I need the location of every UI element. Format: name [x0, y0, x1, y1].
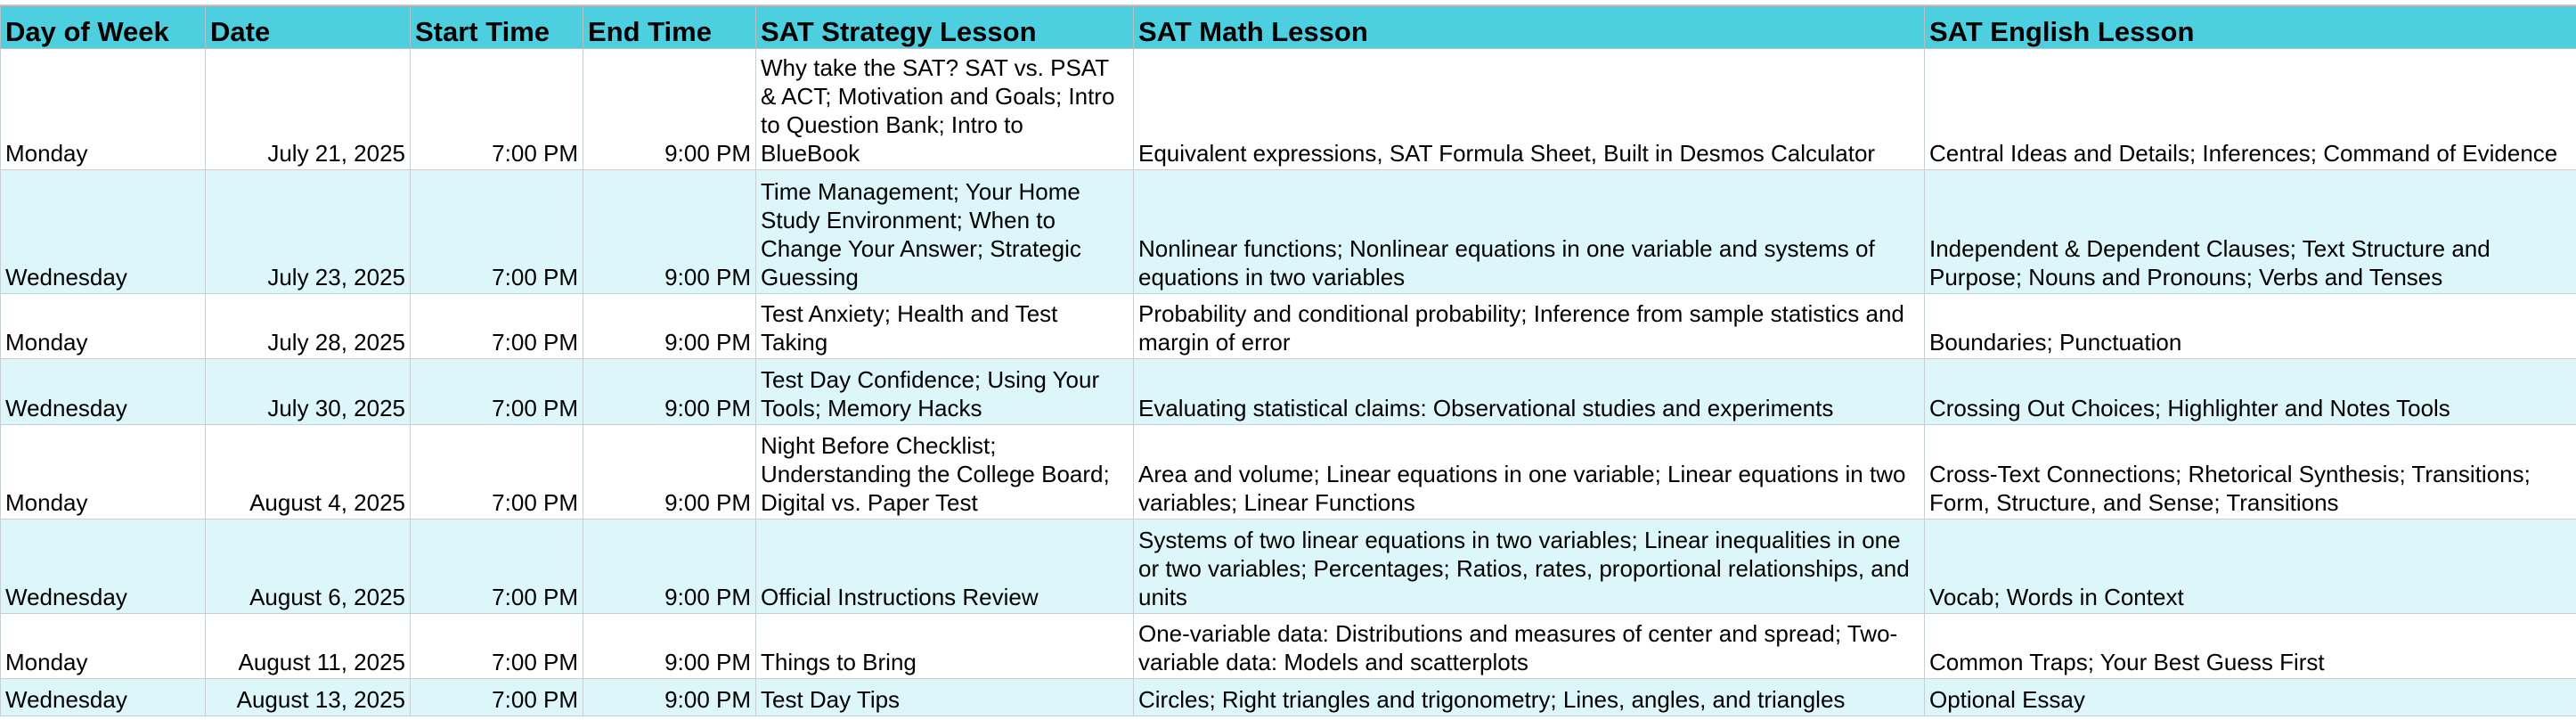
cell-date[interactable]: July 28, 2025	[206, 294, 411, 359]
table-row	[1, 520, 2576, 614]
header-row	[1, 6, 2576, 49]
cell-english[interactable]: Optional Essay	[1925, 679, 2576, 716]
cell-english[interactable]: Common Traps; Your Best Guess First	[1925, 614, 2576, 679]
cell-date[interactable]: August 13, 2025	[206, 679, 411, 716]
header-cell-end-time[interactable]: End Time	[583, 6, 756, 49]
cell-end-time[interactable]: 9:00 PM	[583, 359, 756, 425]
cell-strategy[interactable]: Official Instructions Review	[756, 520, 1134, 614]
cell-end-time[interactable]: 9:00 PM	[583, 294, 756, 359]
cell-day[interactable]: Wednesday	[1, 170, 206, 294]
cell-date[interactable]: July 21, 2025	[206, 49, 411, 170]
schedule-table	[0, 5, 2576, 716]
header-cell-math[interactable]: SAT Math Lesson	[1134, 6, 1925, 49]
cell-math[interactable]: Area and volume; Linear equations in one variable; Linear equations in two variables; Linear Functions	[1134, 425, 1925, 520]
cell-end-time[interactable]: 9:00 PM	[583, 520, 756, 614]
cell-start-time[interactable]: 7:00 PM	[411, 520, 583, 614]
header-cell-date[interactable]: Date	[206, 6, 411, 49]
cell-english[interactable]: Independent & Dependent Clauses; Text Structure and Purpose; Nouns and Pronouns; Verbs and Tenses	[1925, 170, 2576, 294]
cell-english[interactable]: Central Ideas and Details; Inferences; Command of Evidence	[1925, 49, 2576, 170]
cell-start-time[interactable]: 7:00 PM	[411, 359, 583, 425]
cell-strategy[interactable]: Night Before Checklist; Understanding the College Board; Digital vs. Paper Test	[756, 425, 1134, 520]
header-cell-english[interactable]: SAT English Lesson	[1925, 6, 2576, 49]
table-row	[1, 294, 2576, 359]
cell-math[interactable]: Evaluating statistical claims: Observational studies and experiments	[1134, 359, 1925, 425]
cell-end-time[interactable]: 9:00 PM	[583, 425, 756, 520]
cell-start-time[interactable]: 7:00 PM	[411, 679, 583, 716]
cell-strategy[interactable]: Test Anxiety; Health and Test Taking	[756, 294, 1134, 359]
cell-strategy[interactable]: Why take the SAT? SAT vs. PSAT & ACT; Motivation and Goals; Intro to Question Bank; Intro to BlueBook	[756, 49, 1134, 170]
cell-english[interactable]: Cross-Text Connections; Rhetorical Synthesis; Transitions; Form, Structure, and Sense; Transitions	[1925, 425, 2576, 520]
cell-day[interactable]: Monday	[1, 614, 206, 679]
cell-end-time[interactable]: 9:00 PM	[583, 614, 756, 679]
cell-day[interactable]: Wednesday	[1, 520, 206, 614]
cell-date[interactable]: August 11, 2025	[206, 614, 411, 679]
cell-day[interactable]: Monday	[1, 425, 206, 520]
cell-date[interactable]: August 4, 2025	[206, 425, 411, 520]
cell-math[interactable]: Equivalent expressions, SAT Formula Sheet, Built in Desmos Calculator	[1134, 49, 1925, 170]
cell-day[interactable]: Monday	[1, 49, 206, 170]
cell-end-time[interactable]: 9:00 PM	[583, 170, 756, 294]
cell-english[interactable]: Vocab; Words in Context	[1925, 520, 2576, 614]
cell-math[interactable]: Probability and conditional probability; Inference from sample statistics and margin of error	[1134, 294, 1925, 359]
cell-strategy[interactable]: Test Day Confidence; Using Your Tools; Memory Hacks	[756, 359, 1134, 425]
cell-day[interactable]: Wednesday	[1, 359, 206, 425]
cell-start-time[interactable]: 7:00 PM	[411, 614, 583, 679]
cell-end-time[interactable]: 9:00 PM	[583, 49, 756, 170]
cell-day[interactable]: Monday	[1, 294, 206, 359]
header-cell-day[interactable]: Day of Week	[1, 6, 206, 49]
cell-math[interactable]: Nonlinear functions; Nonlinear equations in one variable and systems of equations in two variables	[1134, 170, 1925, 294]
cell-date[interactable]: August 6, 2025	[206, 520, 411, 614]
header-cell-strategy[interactable]: SAT Strategy Lesson	[756, 6, 1134, 49]
cell-strategy[interactable]: Test Day Tips	[756, 679, 1134, 716]
table-row	[1, 679, 2576, 716]
table-row	[1, 170, 2576, 294]
table-row	[1, 359, 2576, 425]
table-row	[1, 614, 2576, 679]
header-cell-start-time[interactable]: Start Time	[411, 6, 583, 49]
cell-end-time[interactable]: 9:00 PM	[583, 679, 756, 716]
cell-day[interactable]: Wednesday	[1, 679, 206, 716]
cell-strategy[interactable]: Time Management; Your Home Study Environment; When to Change Your Answer; Strategic Guessing	[756, 170, 1134, 294]
cell-start-time[interactable]: 7:00 PM	[411, 49, 583, 170]
cell-date[interactable]: July 23, 2025	[206, 170, 411, 294]
cell-english[interactable]: Boundaries; Punctuation	[1925, 294, 2576, 359]
cell-start-time[interactable]: 7:00 PM	[411, 294, 583, 359]
cell-math[interactable]: Circles; Right triangles and trigonometry; Lines, angles, and triangles	[1134, 679, 1925, 716]
cell-math[interactable]: One-variable data: Distributions and measures of center and spread; Two-variable data: Models and scatterplots	[1134, 614, 1925, 679]
table-row	[1, 425, 2576, 520]
cell-strategy[interactable]: Things to Bring	[756, 614, 1134, 679]
table-row	[1, 49, 2576, 170]
cell-start-time[interactable]: 7:00 PM	[411, 425, 583, 520]
cell-english[interactable]: Crossing Out Choices; Highlighter and Notes Tools	[1925, 359, 2576, 425]
cell-start-time[interactable]: 7:00 PM	[411, 170, 583, 294]
cell-math[interactable]: Systems of two linear equations in two variables; Linear inequalities in one or two variables; Percentages; Ratios, rates, proportional relationships, and units	[1134, 520, 1925, 614]
cell-date[interactable]: July 30, 2025	[206, 359, 411, 425]
